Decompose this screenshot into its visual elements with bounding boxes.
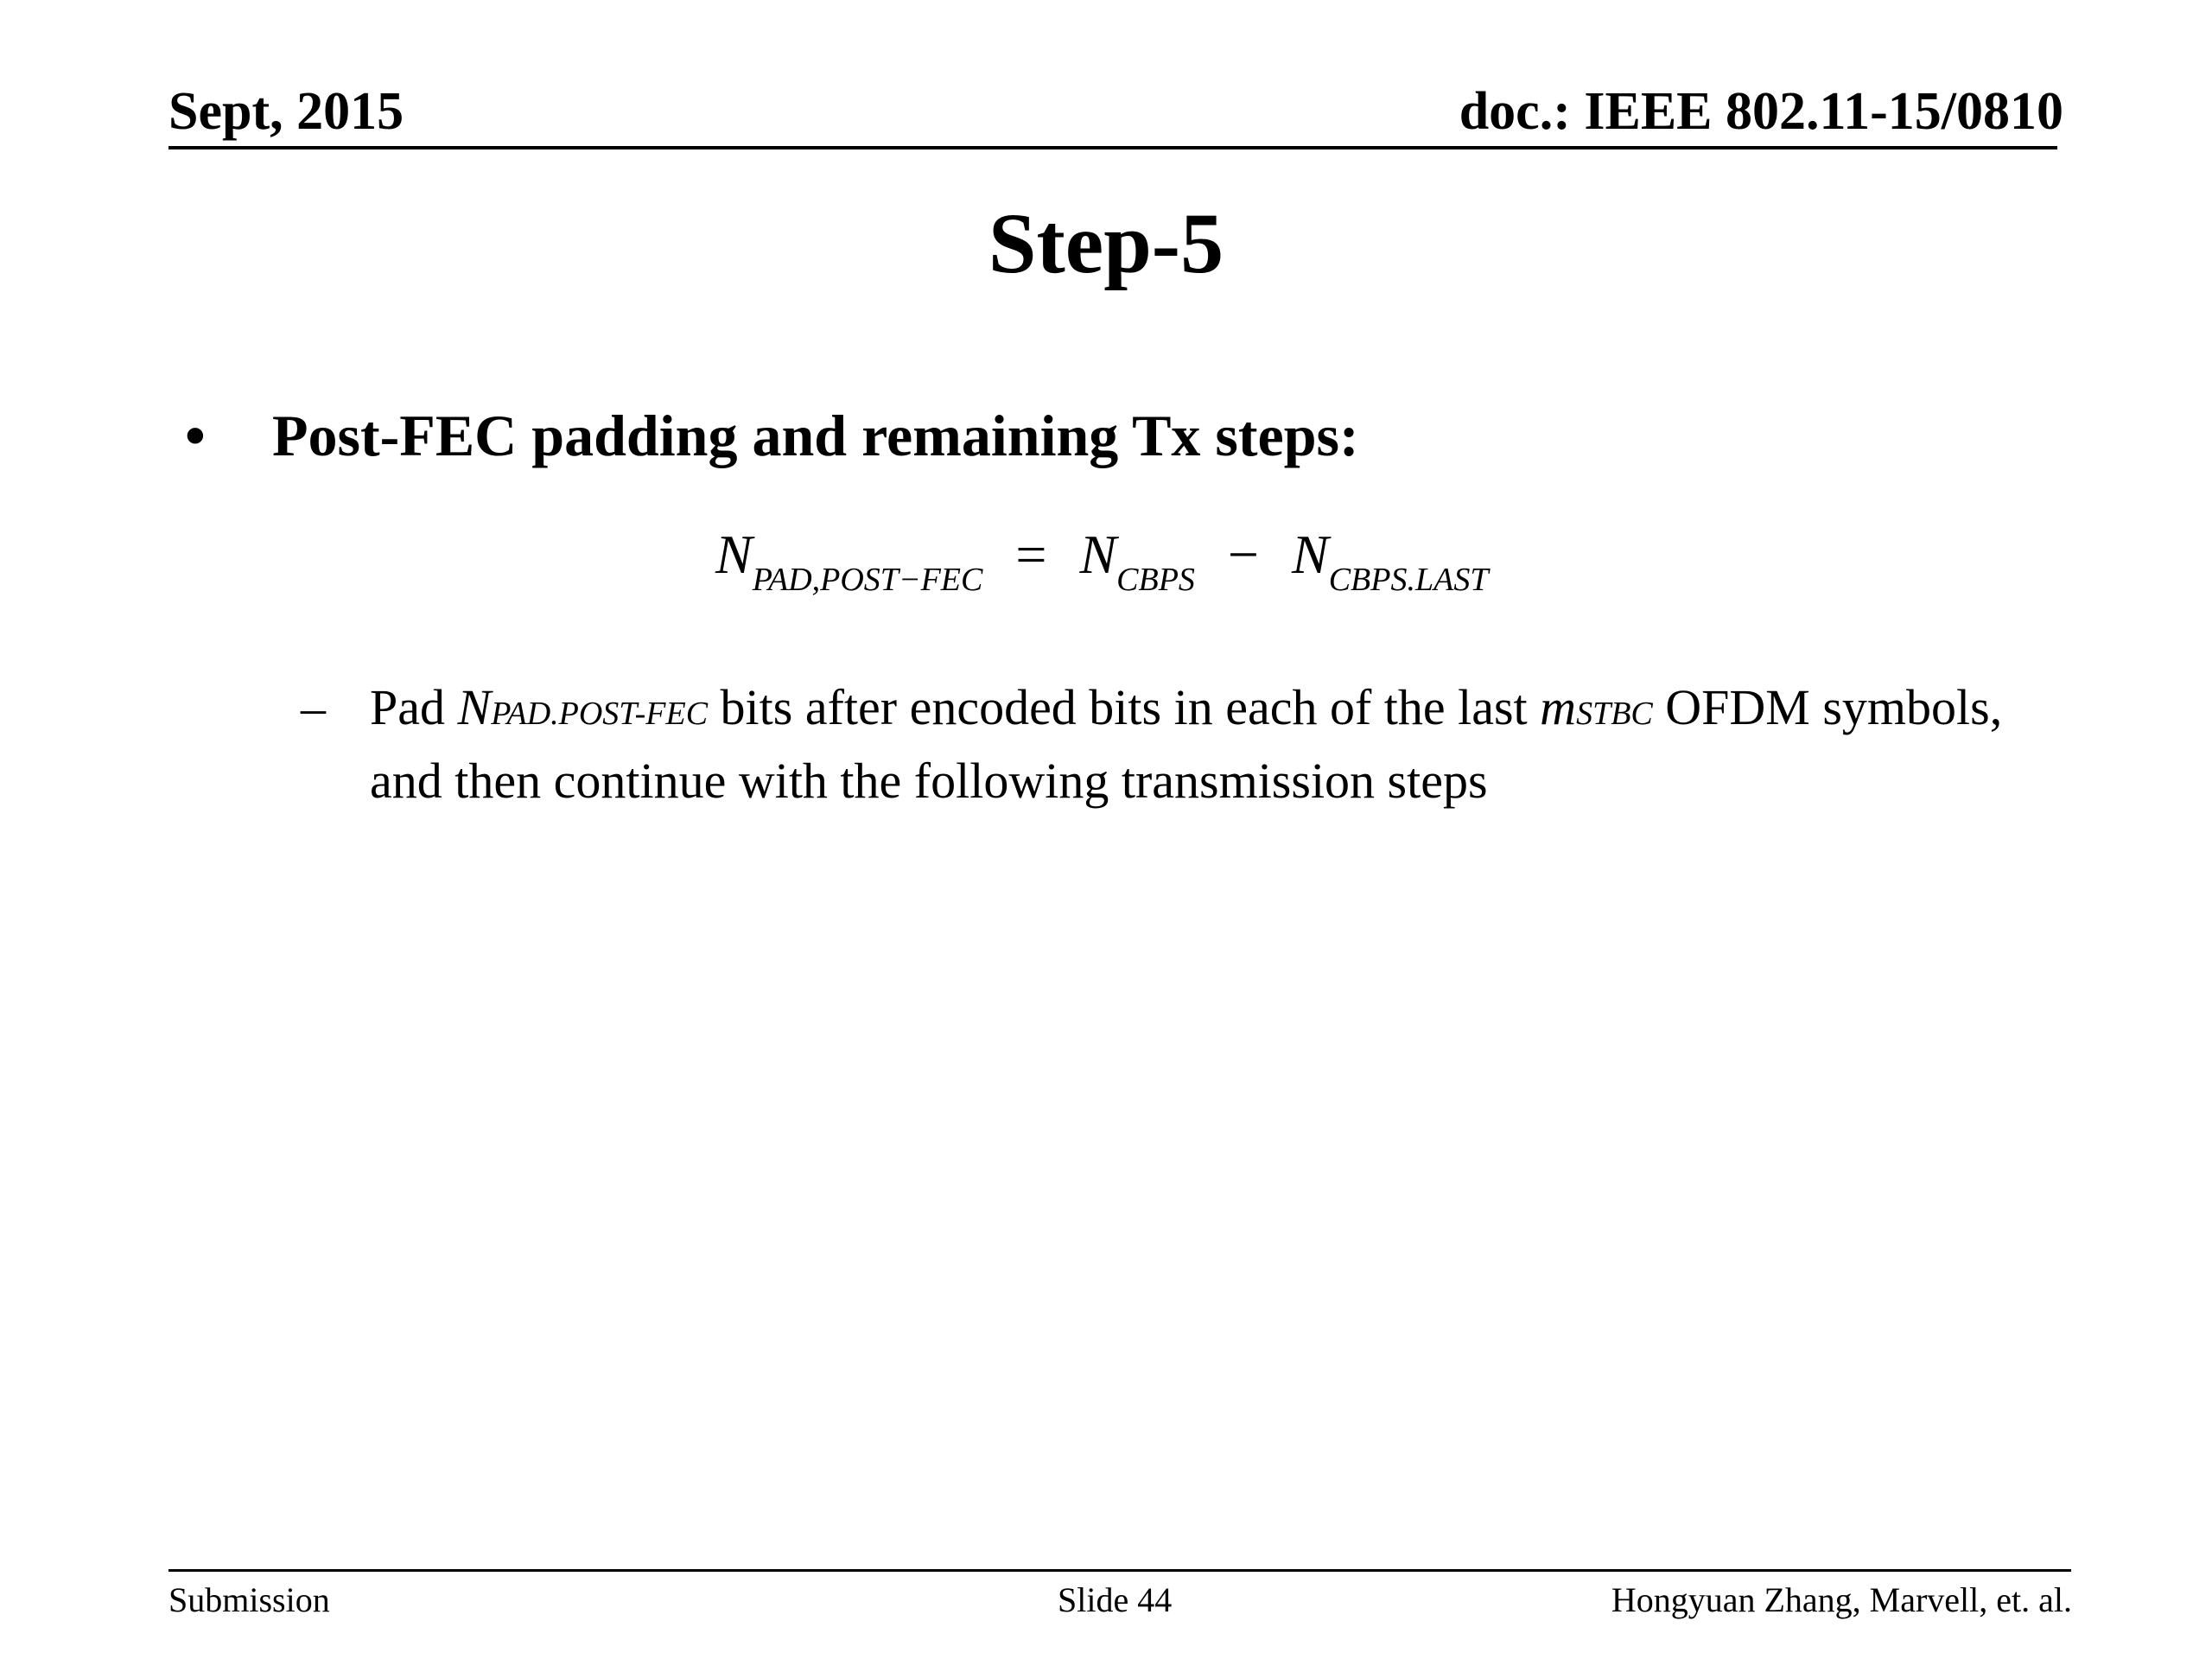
sub-bullet-part3: OFDM symbols, and then continue with the following transmission steps <box>370 679 2003 809</box>
equation-minus: − <box>1227 524 1260 585</box>
footer-divider <box>168 1569 2071 1572</box>
header-date: Sept, 2015 <box>168 82 404 141</box>
header-doc-id: doc.: IEEE 802.11-15/0810 <box>1459 82 2063 141</box>
footer-slide-number: Slide 44 <box>1058 1580 1173 1619</box>
equation-equals: = <box>1015 524 1047 585</box>
equation-lhs-sub: PAD,POST−FEC <box>752 562 983 598</box>
bullet-text: Post-FEC padding and remaining Tx steps: <box>272 403 1359 468</box>
header-divider <box>168 146 2057 149</box>
slide-title: Step-5 <box>988 195 1224 291</box>
equation-term2-var: N <box>1292 524 1329 585</box>
sub-bullet-var1-sub: PAD.POST-FEC <box>491 696 709 732</box>
footer-submission: Submission <box>168 1580 330 1619</box>
padding-equation <box>715 524 1489 598</box>
sub-bullet-marker: – <box>301 679 326 735</box>
sub-bullet-var2-sub: STBC <box>1576 696 1653 732</box>
equation-lhs-var: N <box>715 524 753 585</box>
sub-bullet-part1: Pad <box>370 679 458 735</box>
sub-bullet-part2: bits after encoded bits in each of the last <box>708 679 1541 735</box>
bullet-marker: • <box>185 403 206 468</box>
equation-term1-var: N <box>1079 524 1117 585</box>
footer-authors: Hongyuan Zhang, Marvell, et. al. <box>1611 1580 2072 1619</box>
equation-term2-sub: CBPS.LAST <box>1328 562 1489 598</box>
equation-term1-sub: CBPS <box>1116 562 1195 598</box>
sub-bullet-var2: m <box>1540 679 1577 735</box>
sub-bullet-var1: N <box>457 679 492 735</box>
sub-bullet-text <box>370 674 2046 815</box>
